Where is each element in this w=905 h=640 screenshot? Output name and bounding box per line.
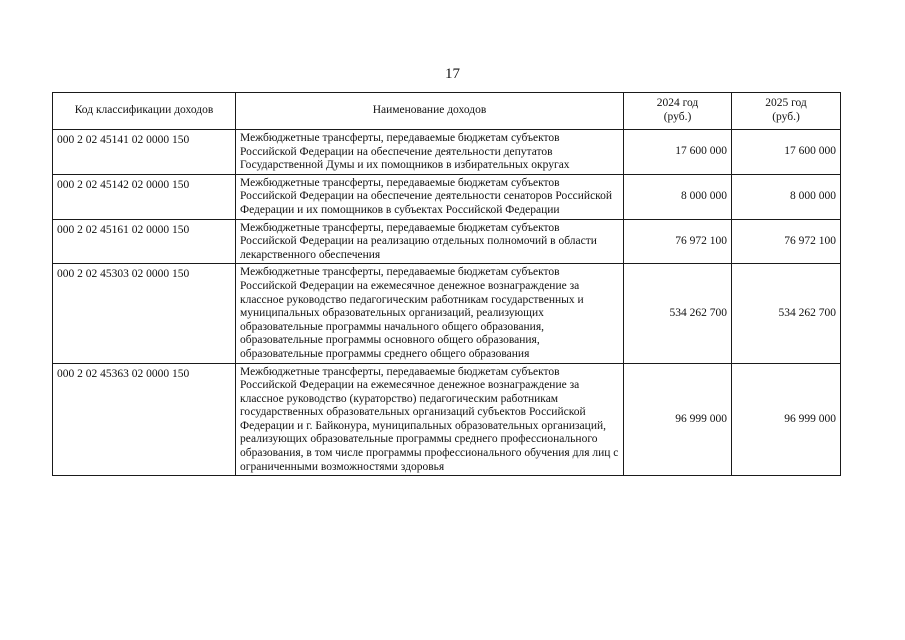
row-name: Межбюджетные трансферты, передаваемые бюджетам субъектов Российской Федерации на обеспечение деятельности сенаторов Российской Федерации и их помощников в субъектах Российской Федерации <box>236 174 624 219</box>
row-code: 000 2 02 45303 02 0000 150 <box>53 264 236 363</box>
table-row <box>53 363 841 476</box>
row-name: Межбюджетные трансферты, передаваемые бюджетам субъектов Российской Федерации на ежемесячное денежное вознаграждение за классное руководство педагогическим работникам государственных и муниципальных образовательных организаций, реализующих образовательные программы начального общего образования, образовательные программы основного общего образования, образовательные программы среднего общего образования <box>236 264 624 363</box>
table-row <box>53 219 841 264</box>
table-header-row <box>53 93 841 130</box>
row-code: 000 2 02 45142 02 0000 150 <box>53 174 236 219</box>
row-amount-2024: 96 999 000 <box>624 363 732 476</box>
header-year-2024 <box>624 93 732 130</box>
row-amount-2024: 76 972 100 <box>624 219 732 264</box>
row-code: 000 2 02 45161 02 0000 150 <box>53 219 236 264</box>
header-year-2024-title: 2024 год <box>656 97 699 110</box>
row-name: Межбюджетные трансферты, передаваемые бюджетам субъектов Российской Федерации на ежемесячное денежное вознаграждение за классное руководство (кураторство) педагогическим работникам государственных образовательных организаций субъектов Российской Федерации и г. Байконура, муниципальных образовательных организаций, реализующих образовательные программы среднего профессионального образования, в том числе программы профессионального обучения для лиц с ограниченными возможностями здоровья <box>236 363 624 476</box>
header-code: Код классификации доходов <box>53 93 236 130</box>
row-amount-2025: 8 000 000 <box>732 174 841 219</box>
revenue-table <box>52 92 841 476</box>
row-amount-2025: 534 262 700 <box>732 264 841 363</box>
row-amount-2025: 17 600 000 <box>732 130 841 175</box>
row-amount-2024: 534 262 700 <box>624 264 732 363</box>
row-code: 000 2 02 45141 02 0000 150 <box>53 130 236 175</box>
table-row <box>53 130 841 175</box>
table-row <box>53 174 841 219</box>
row-amount-2025: 96 999 000 <box>732 363 841 476</box>
row-amount-2025: 76 972 100 <box>732 219 841 264</box>
header-year-2025-title: 2025 год <box>765 97 807 110</box>
row-code: 000 2 02 45363 02 0000 150 <box>53 363 236 476</box>
table-row <box>53 264 841 363</box>
row-name: Межбюджетные трансферты, передаваемые бюджетам субъектов Российской Федерации на обеспечение деятельности депутатов Государственной Думы и их помощников в избирательных округах <box>236 130 624 175</box>
row-amount-2024: 17 600 000 <box>624 130 732 175</box>
row-name: Межбюджетные трансферты, передаваемые бюджетам субъектов Российской Федерации на реализацию отдельных полномочий в области лекарственного обеспечения <box>236 219 624 264</box>
row-amount-2024: 8 000 000 <box>624 174 732 219</box>
header-year-2024-unit: (руб.) <box>663 111 692 123</box>
header-name: Наименование доходов <box>236 93 624 130</box>
header-year-2025-unit: (руб.) <box>772 111 800 123</box>
page-number: 17 <box>445 66 460 82</box>
header-year-2025 <box>732 93 841 130</box>
